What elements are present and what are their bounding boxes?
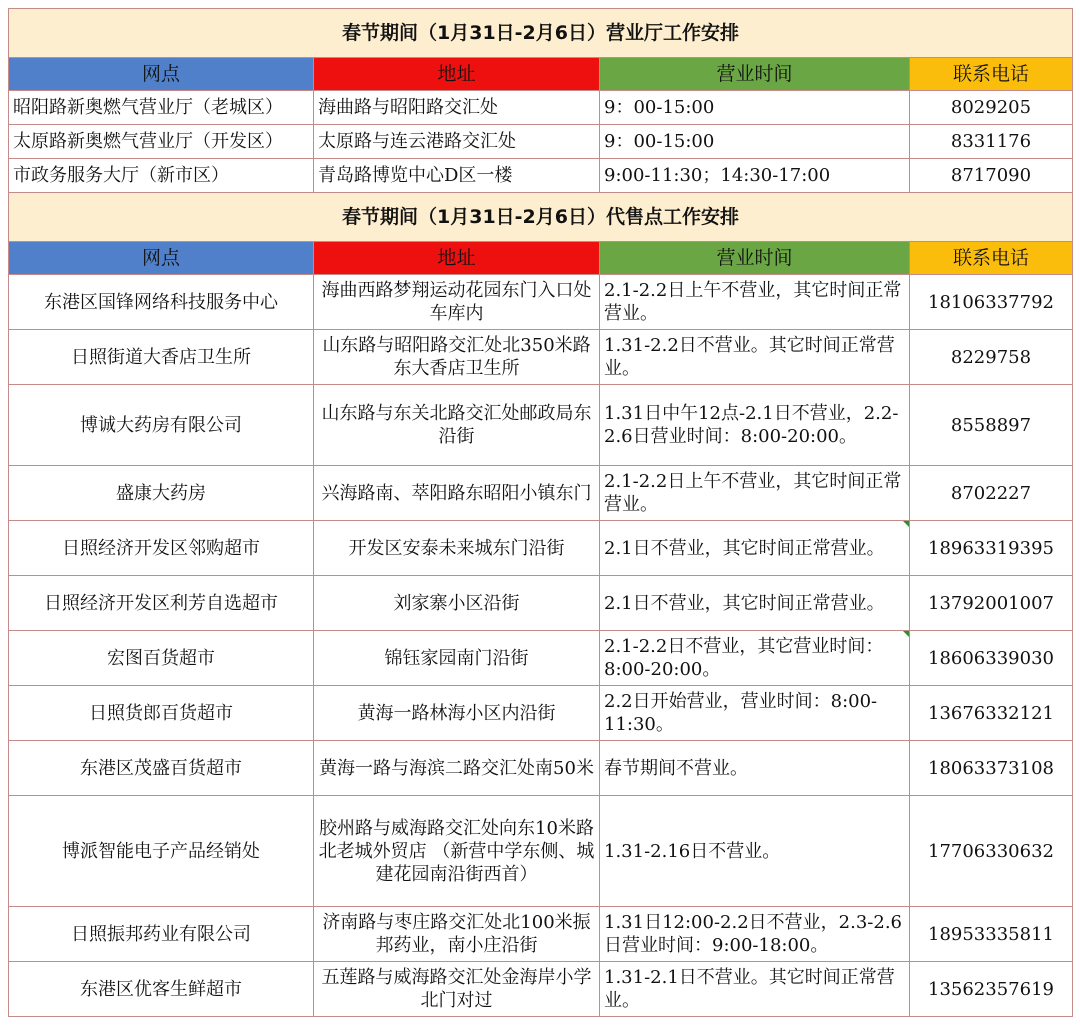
header-hours: 营业时间 [600, 58, 910, 91]
cell-phone: 17706330632 [910, 796, 1073, 907]
cell-hours: 2.1-2.2日上午不营业，其它时间正常营业。 [600, 466, 910, 521]
cell-hours: 1.31日12:00-2.2日不营业，2.3-2.6日营业时间：9:00-18:00。 [600, 907, 910, 962]
cell-address: 山东路与东关北路交汇处邮政局东沿街 [314, 385, 600, 466]
table-row [9, 125, 1073, 159]
table-row [9, 907, 1073, 962]
table-row [9, 521, 1073, 576]
cell-hours: 9：00-15:00 [600, 125, 910, 159]
cell-hours: 春节期间不营业。 [600, 741, 910, 796]
cell-phone: 18106337792 [910, 275, 1073, 330]
cell-phone: 8717090 [910, 159, 1073, 193]
cell-net: 日照货郎百货超市 [9, 686, 314, 741]
cell-address: 黄海一路林海小区内沿街 [314, 686, 600, 741]
cell-address: 太原路与连云港路交汇处 [314, 125, 600, 159]
table-row [9, 631, 1073, 686]
header-address: 地址 [314, 242, 600, 275]
cell-address: 五莲路与威海路交汇处金海岸小学北门对过 [314, 962, 600, 1017]
cell-address: 开发区安泰未来城东门沿街 [314, 521, 600, 576]
cell-phone: 8029205 [910, 91, 1073, 125]
table-row [9, 576, 1073, 631]
cell-net: 日照经济开发区邻购超市 [9, 521, 314, 576]
cell-address: 济南路与枣庄路交汇处北100米振邦药业，南小庄沿街 [314, 907, 600, 962]
section2-title: 春节期间（1月31日-2月6日）代售点工作安排 [9, 193, 1073, 242]
section1-header-row [9, 58, 1073, 91]
table-row [9, 466, 1073, 521]
cell-net: 东港区茂盛百货超市 [9, 741, 314, 796]
table-row [9, 385, 1073, 466]
cell-net: 宏图百货超市 [9, 631, 314, 686]
section2-header-row [9, 242, 1073, 275]
cell-phone: 13562357619 [910, 962, 1073, 1017]
table-row [9, 962, 1073, 1017]
table-row [9, 91, 1073, 125]
cell-address: 海曲西路梦翔运动花园东门入口处车库内 [314, 275, 600, 330]
cell-phone: 18606339030 [910, 631, 1073, 686]
cell-phone: 8702227 [910, 466, 1073, 521]
cell-address: 青岛路博览中心D区一楼 [314, 159, 600, 193]
cell-phone: 8229758 [910, 330, 1073, 385]
cell-hours: 2.1-2.2日上午不营业，其它时间正常营业。 [600, 275, 910, 330]
cell-phone: 18963319395 [910, 521, 1073, 576]
header-address: 地址 [314, 58, 600, 91]
cell-net: 盛康大药房 [9, 466, 314, 521]
cell-net: 博诚大药房有限公司 [9, 385, 314, 466]
cell-net: 日照振邦药业有限公司 [9, 907, 314, 962]
cell-phone: 13676332121 [910, 686, 1073, 741]
schedule-table [8, 8, 1073, 1017]
table-row [9, 159, 1073, 193]
cell-phone: 18063373108 [910, 741, 1073, 796]
cell-net: 太原路新奥燃气营业厅（开发区） [9, 125, 314, 159]
header-phone: 联系电话 [910, 58, 1073, 91]
cell-address: 兴海路南、萃阳路东昭阳小镇东门 [314, 466, 600, 521]
table-row [9, 275, 1073, 330]
table-row [9, 686, 1073, 741]
cell-net: 日照经济开发区利芳自选超市 [9, 576, 314, 631]
cell-address: 锦钰家园南门沿街 [314, 631, 600, 686]
cell-address: 黄海一路与海滨二路交汇处南50米 [314, 741, 600, 796]
header-net: 网点 [9, 242, 314, 275]
cell-hours: 2.1日不营业，其它时间正常营业。 [600, 576, 910, 631]
cell-hours: 2.1-2.2日不营业，其它营业时间：8:00-20:00。 [600, 631, 910, 686]
section1-title-row [9, 9, 1073, 58]
header-phone: 联系电话 [910, 242, 1073, 275]
cell-address: 海曲路与昭阳路交汇处 [314, 91, 600, 125]
cell-hours: 1.31-2.16日不营业。 [600, 796, 910, 907]
section1-title: 春节期间（1月31日-2月6日）营业厅工作安排 [9, 9, 1073, 58]
cell-address: 胶州路与威海路交汇处向东10米路北老城外贸店 （新营中学东侧、城建花园南沿街西首） [314, 796, 600, 907]
cell-hours: 9:00-11:30；14:30-17:00 [600, 159, 910, 193]
header-net: 网点 [9, 58, 314, 91]
cell-phone: 13792001007 [910, 576, 1073, 631]
cell-hours: 1.31日中午12点-2.1日不营业，2.2-2.6日营业时间：8:00-20:00。 [600, 385, 910, 466]
cell-net: 昭阳路新奥燃气营业厅（老城区） [9, 91, 314, 125]
table-row [9, 796, 1073, 907]
cell-hours: 1.31-2.1日不营业。其它时间正常营业。 [600, 962, 910, 1017]
schedule-sheet [8, 8, 1072, 1017]
cell-phone: 18953335811 [910, 907, 1073, 962]
table-row [9, 741, 1073, 796]
cell-address: 山东路与昭阳路交汇处北350米路东大香店卫生所 [314, 330, 600, 385]
cell-hours: 2.2日开始营业，营业时间：8:00-11:30。 [600, 686, 910, 741]
cell-hours: 2.1日不营业，其它时间正常营业。 [600, 521, 910, 576]
cell-net: 博派智能电子产品经销处 [9, 796, 314, 907]
cell-net: 东港区优客生鲜超市 [9, 962, 314, 1017]
cell-hours: 9：00-15:00 [600, 91, 910, 125]
header-hours: 营业时间 [600, 242, 910, 275]
table-row [9, 330, 1073, 385]
cell-net: 日照街道大香店卫生所 [9, 330, 314, 385]
cell-phone: 8331176 [910, 125, 1073, 159]
cell-phone: 8558897 [910, 385, 1073, 466]
cell-net: 东港区国锋网络科技服务中心 [9, 275, 314, 330]
cell-address: 刘家寨小区沿街 [314, 576, 600, 631]
cell-hours: 1.31-2.2日不营业。其它时间正常营业。 [600, 330, 910, 385]
section2-title-row [9, 193, 1073, 242]
cell-net: 市政务服务大厅（新市区） [9, 159, 314, 193]
